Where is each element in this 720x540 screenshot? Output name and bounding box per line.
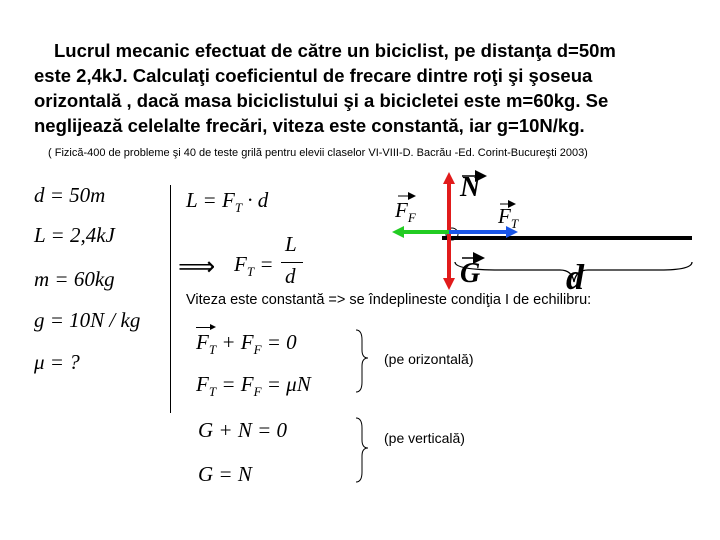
problem-line-2: este 2,4kJ. Calculaţi coeficientul de frecare dintre roţi şi şoseua: [34, 65, 593, 86]
fraction-denominator: d: [285, 264, 296, 288]
ft-lhs: F: [234, 252, 247, 276]
Ft-letter: F: [498, 204, 511, 228]
note-vertical: (pe verticală): [384, 430, 465, 446]
given-g: g = 10N / kg: [34, 308, 141, 332]
Ff-letter: F: [395, 198, 408, 222]
Ft-sub: T: [510, 216, 519, 231]
eq1-sub: T: [208, 342, 217, 357]
given-mu: μ = ?: [34, 350, 80, 374]
eq3-N: + N: [218, 418, 252, 442]
eq1-F: F: [196, 330, 209, 354]
ft-sub: T: [246, 264, 255, 279]
implies-arrow: ⟹: [178, 252, 216, 281]
label-d: d: [566, 257, 584, 297]
eq1-plus: + F: [221, 330, 254, 354]
equilibrium-condition: Viteza este constantă => se îndeplineste condiţia I de echilibru:: [186, 292, 592, 308]
work-sub: T: [234, 200, 243, 215]
eq2-F: F: [196, 372, 209, 396]
eq-scalar-vertical: G = N: [198, 462, 252, 486]
note-horizontal: (pe orizontală): [384, 351, 474, 367]
Ff-sub: F: [407, 210, 416, 225]
problem-line-1: Lucrul mecanic efectuat de către un biciclist, pe distanţa d=50m: [54, 40, 616, 61]
eq2-mun: = μN: [266, 372, 311, 396]
problem-line-4: neglijează celelalte frecări, viteza este constantă, iar g=10N/kg.: [34, 115, 585, 136]
given-d: d = 50m: [34, 183, 106, 207]
eq1-zero: = 0: [266, 330, 297, 354]
brace-horizontal: [356, 330, 368, 392]
work-tail: · d: [247, 188, 269, 212]
brace-vertical: [356, 418, 368, 482]
source-citation: ( Fizică-400 de probleme şi 40 de teste grilă pentru elevii claselor VI-VIII-D. Bacrău -Ed. Corint-Bucureşti 2003): [48, 147, 588, 159]
eq2b-sub: F: [253, 384, 262, 399]
label-N: N: [460, 172, 481, 203]
fraction-numerator: L: [285, 232, 297, 256]
eq1b-sub: F: [253, 342, 262, 357]
traction-formula: $F_T$ =: [234, 252, 274, 279]
work-lhs: L = F: [186, 188, 235, 212]
problem-line-3: orizontală , dacă masa biciclistului şi a bicicletei este m=60kg. Se: [34, 90, 609, 111]
eq2-sub: T: [208, 384, 217, 399]
eq3-G: G: [198, 418, 214, 442]
eq3-zero: = 0: [257, 418, 288, 442]
given-L: L = 2,4kJ: [34, 223, 115, 247]
eq2-eq: = F: [221, 372, 254, 396]
label-G: G: [460, 258, 481, 289]
given-m: m = 60kg: [34, 267, 115, 291]
